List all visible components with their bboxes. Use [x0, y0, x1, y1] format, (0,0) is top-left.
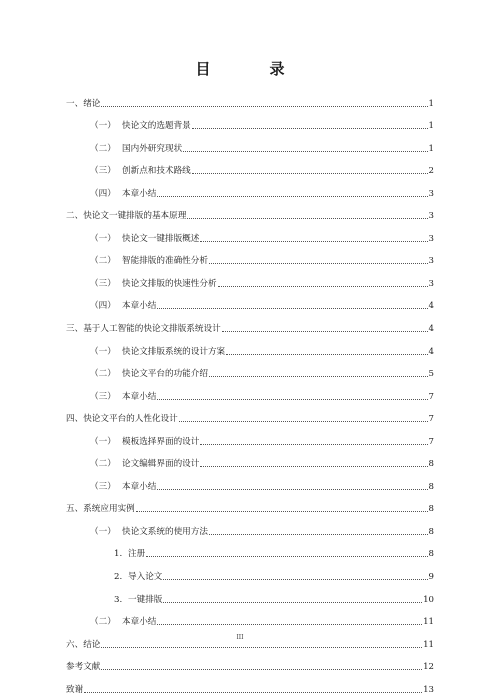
toc-entry-label: [90, 369, 209, 379]
toc-entry-text: 结论: [83, 639, 101, 650]
toc-leader-dots: [136, 511, 428, 512]
toc-entry-text: 快论文平台的功能介绍: [122, 369, 208, 380]
toc-entry-label: [90, 617, 157, 627]
toc-entry-number: （一）: [90, 526, 116, 537]
toc-page-number: 8: [428, 504, 434, 515]
toc-entry-number: （一）: [90, 436, 116, 447]
toc-entry[interactable]: [66, 176, 434, 199]
toc-entry[interactable]: [66, 492, 434, 515]
toc-entry-number: 2.: [114, 572, 123, 583]
toc-entry-number: （三）: [90, 166, 116, 177]
page-number-footer: III: [236, 634, 244, 641]
toc-entry-number: （三）: [90, 391, 116, 402]
toc-entry-label: [66, 99, 101, 109]
toc-entry-text: 基于人工智能的快论文排版系统设计: [83, 324, 221, 335]
toc-entry-label: [90, 347, 226, 357]
toc-page-number: 8: [428, 481, 434, 492]
toc-entry-text: 创新点和技术路线: [122, 166, 191, 177]
toc-entry-text: 本章小结: [122, 301, 157, 312]
toc-entry-number: 3.: [114, 594, 123, 605]
toc-entry-text: 快论文系统的使用方法: [122, 526, 208, 537]
toc-leader-dots: [183, 151, 427, 152]
toc-entry-label: [114, 595, 163, 605]
toc-entry-number: （三）: [90, 278, 116, 289]
toc-entry-number: （二）: [90, 143, 116, 154]
toc-leader-dots: [101, 669, 422, 670]
toc-entry-text: 智能排版的准确性分析: [122, 256, 208, 267]
toc-entry-number: （二）: [90, 617, 116, 628]
toc-leader-dots: [163, 579, 427, 580]
toc-page-number: 13: [423, 684, 434, 695]
toc-page-number: 3: [428, 278, 434, 289]
toc-leader-dots: [200, 466, 427, 467]
toc-entry-text: 快论文一键排版的基本原理: [83, 211, 187, 222]
toc-page-number: 3: [428, 211, 434, 222]
toc-entry-label: [90, 482, 157, 492]
toc-entry-text: 本章小结: [122, 617, 157, 628]
toc-entry-number: 二、: [66, 211, 84, 222]
toc-entry-number: （三）: [90, 481, 116, 492]
toc-entry[interactable]: [66, 537, 434, 560]
toc-entry[interactable]: [66, 311, 434, 334]
toc-entry-text: 绪论: [83, 98, 101, 109]
toc-entry[interactable]: [66, 402, 434, 425]
toc-leader-dots: [192, 173, 428, 174]
toc-entry[interactable]: [66, 672, 434, 695]
toc-page-number: 1: [428, 98, 434, 109]
toc-entry-number: 四、: [66, 414, 84, 425]
toc-page-number: 2: [428, 166, 434, 177]
toc-leader-dots: [101, 106, 427, 107]
toc-entry-number: （四）: [90, 188, 116, 199]
toc-entry-number: 三、: [66, 324, 84, 335]
toc-entry-label: [90, 256, 209, 266]
toc-leader-dots: [222, 331, 428, 332]
toc-page-number: 1: [428, 143, 434, 154]
toc-entry-number: （一）: [90, 233, 116, 244]
toc-page-number: 11: [423, 617, 434, 628]
toc-entry[interactable]: [66, 334, 434, 357]
toc-entry-text: 论文编辑界面的设计: [122, 459, 200, 470]
toc-entry[interactable]: [66, 424, 434, 447]
toc-entry[interactable]: [66, 559, 434, 582]
toc-page-number: 4: [428, 301, 434, 312]
toc-entry-label: [90, 279, 218, 289]
toc-entry[interactable]: [66, 154, 434, 177]
toc-page-number: 7: [428, 414, 434, 425]
toc-page-number: 5: [428, 369, 434, 380]
toc-entry[interactable]: [66, 582, 434, 605]
toc-page-number: 3: [428, 188, 434, 199]
toc-entry-label: [114, 549, 146, 559]
toc-page-number: 3: [428, 233, 434, 244]
toc-entry-text: 快论文排版的快速性分析: [122, 278, 217, 289]
table-of-contents: [66, 86, 434, 695]
toc-entry-label: [90, 121, 192, 131]
toc-entry-label: [90, 392, 157, 402]
toc-entry-label: [66, 640, 101, 650]
toc-leader-dots: [157, 196, 427, 197]
toc-page-number: 11: [423, 639, 434, 650]
toc-entry-text: 快论文一键排版概述: [122, 233, 200, 244]
toc-entry-label: [90, 189, 157, 199]
toc-entry-text: 模板选择界面的设计: [122, 436, 200, 447]
toc-entry-label: [90, 144, 183, 154]
toc-entry[interactable]: [66, 447, 434, 470]
toc-page-number: 10: [423, 594, 434, 605]
toc-entry-text: 快论文排版系统的设计方案: [122, 346, 226, 357]
toc-page-number: 9: [428, 572, 434, 583]
toc-entry[interactable]: [66, 266, 434, 289]
toc-entry-label: [66, 414, 179, 424]
toc-entry-number: 五、: [66, 504, 84, 515]
toc-entry-text: 注册: [128, 549, 146, 560]
toc-entry-text: 本章小结: [122, 481, 157, 492]
toc-entry-label: [90, 459, 200, 469]
toc-entry[interactable]: [66, 469, 434, 492]
toc-entry-label: [90, 234, 200, 244]
toc-leader-dots: [226, 354, 427, 355]
toc-entry-text: 致谢: [66, 684, 84, 695]
toc-entry-label: [90, 437, 200, 447]
toc-entry-number: （二）: [90, 256, 116, 267]
toc-entry-label: [66, 685, 84, 695]
toc-entry-label: [114, 572, 163, 582]
toc-entry-number: 六、: [66, 639, 84, 650]
toc-entry-text: 系统应用实例: [83, 504, 135, 515]
toc-entry-number: （二）: [90, 369, 116, 380]
toc-page-number: 12: [423, 662, 434, 673]
toc-page-number: 3: [428, 256, 434, 267]
toc-leader-dots: [163, 602, 422, 603]
toc-entry[interactable]: [66, 86, 434, 109]
toc-page-number: 7: [428, 436, 434, 447]
toc-entry[interactable]: [66, 289, 434, 312]
toc-entry-text: 本章小结: [122, 391, 157, 402]
toc-leader-dots: [200, 444, 427, 445]
toc-entry[interactable]: [66, 379, 434, 402]
toc-entry-label: [66, 504, 136, 514]
toc-entry-text: 快论文的选题背景: [122, 121, 191, 132]
page-title: 目 录: [195, 60, 307, 78]
toc-entry-label: [90, 301, 157, 311]
toc-leader-dots: [200, 241, 427, 242]
toc-entry-label: [66, 211, 187, 221]
toc-entry-number: （一）: [90, 346, 116, 357]
toc-leader-dots: [101, 647, 422, 648]
toc-leader-dots: [157, 308, 427, 309]
toc-leader-dots: [209, 534, 428, 535]
toc-leader-dots: [157, 489, 427, 490]
toc-page-number: 8: [428, 459, 434, 470]
toc-entry-number: （四）: [90, 301, 116, 312]
toc-entry-label: [90, 527, 209, 537]
toc-entry[interactable]: [66, 221, 434, 244]
toc-entry-label: [90, 166, 192, 176]
toc-leader-dots: [218, 286, 428, 287]
toc-leader-dots: [192, 128, 428, 129]
toc-entry[interactable]: [66, 605, 434, 628]
toc-entry-text: 快论文平台的人性化设计: [83, 414, 178, 425]
toc-leader-dots: [187, 218, 427, 219]
toc-entry-number: 一、: [66, 98, 84, 109]
toc-page-number: 4: [428, 324, 434, 335]
toc-page-number: 7: [428, 391, 434, 402]
toc-entry[interactable]: [66, 357, 434, 380]
toc-leader-dots: [179, 421, 428, 422]
toc-leader-dots: [146, 556, 427, 557]
toc-page-number: 4: [428, 346, 434, 357]
toc-entry[interactable]: [66, 131, 434, 154]
toc-entry[interactable]: [66, 109, 434, 132]
toc-entry-number: 1.: [114, 549, 123, 560]
toc-entry-text: 参考文献: [66, 662, 101, 673]
toc-entry-text: 本章小结: [122, 188, 157, 199]
toc-leader-dots: [209, 376, 428, 377]
toc-entry-label: [66, 662, 101, 672]
toc-entry-number: （一）: [90, 121, 116, 132]
toc-leader-dots: [84, 692, 422, 693]
toc-entry-text: 国内外研究现状: [122, 143, 183, 154]
toc-leader-dots: [209, 263, 428, 264]
toc-page-number: 8: [428, 549, 434, 560]
toc-entry[interactable]: [66, 244, 434, 267]
toc-entry[interactable]: [66, 199, 434, 222]
toc-entry-text: 一键排版: [128, 594, 163, 605]
toc-leader-dots: [157, 624, 422, 625]
toc-entry-text: 导入论文: [128, 572, 163, 583]
toc-entry[interactable]: [66, 514, 434, 537]
toc-entry[interactable]: [66, 650, 434, 673]
toc-page-number: 1: [428, 121, 434, 132]
toc-leader-dots: [157, 399, 427, 400]
toc-entry-label: [66, 324, 222, 334]
toc-page-number: 8: [428, 526, 434, 537]
toc-entry-number: （二）: [90, 459, 116, 470]
